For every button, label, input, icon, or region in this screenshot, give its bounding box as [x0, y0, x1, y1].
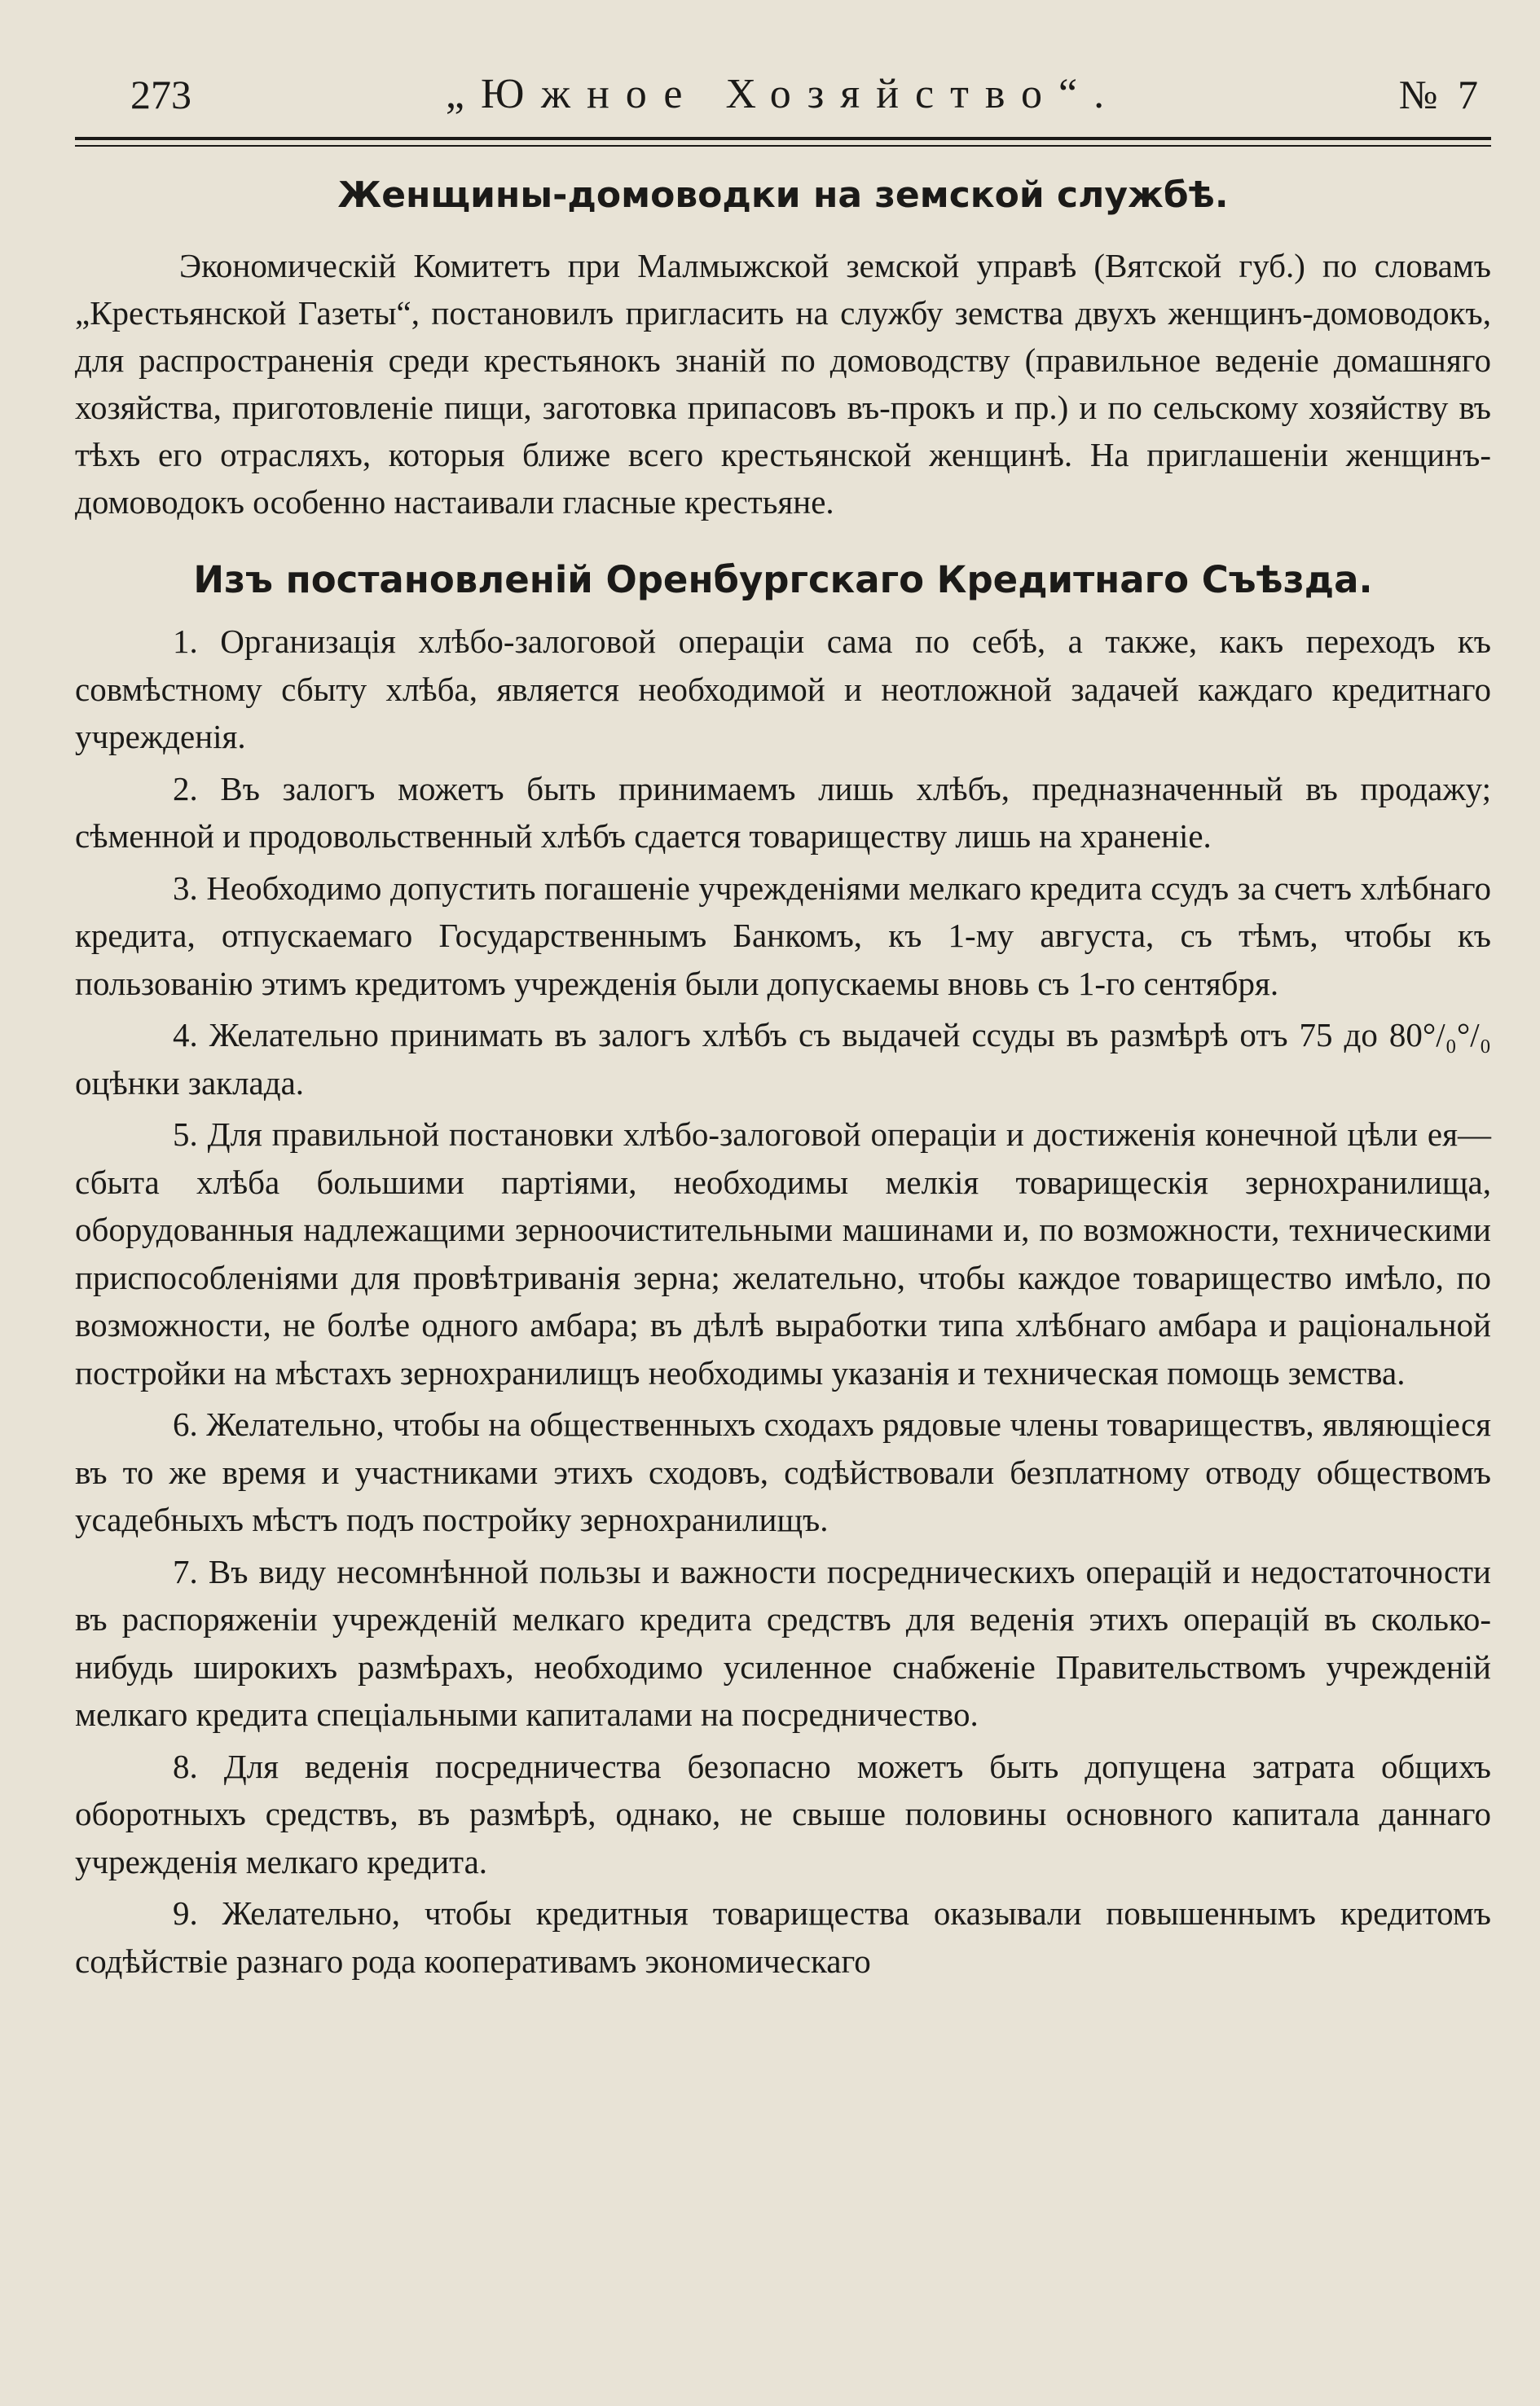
page-number: 273 — [130, 72, 191, 117]
resolution-item-2: 2. Въ залогъ можетъ быть принимаемъ лишь хлѣбъ, предназначенный въ продажу; сѣменной и продовольственный хлѣбъ сдается товариществу лишь на храненіе. — [75, 769, 1491, 855]
resolution-item-3: 3. Необходимо допустить погашеніе учрежденіями мелкаго кредита ссудъ за счетъ хлѣбнаго кредита, отпускаемаго Государственнымъ Банкомъ, къ 1-му августа, съ тѣмъ, чтобы къ пользованію этимъ кредитомъ учрежденія были допускаемы вновь съ 1-го сентября. — [75, 869, 1491, 1002]
resolution-item-4: 4. Желательно принимать въ залогъ хлѣбъ съ выдачей ссуды въ размѣрѣ отъ 75 до 80°/₀°/₀ оцѣнки заклада. — [75, 1016, 1491, 1102]
resolutions-list — [75, 618, 1491, 1985]
article-title-orenburg-congress: Изъ постановленій Оренбургскаго Кредитнаго Съѣзда. — [193, 558, 1373, 601]
article-title-women-housekeepers: Женщины-домоводки на земской службѣ. — [337, 174, 1229, 216]
resolution-item-8: 8. Для веденія посредничества безопасно можетъ быть допущена затрата общихъ оборотныхъ средствъ, въ размѣрѣ, однако, не свыше половины основного капитала даннаго учрежденія мелкаго кредита. — [75, 1747, 1491, 1880]
running-header — [75, 57, 1491, 132]
header-rule-thick — [75, 137, 1491, 140]
header-rule-thin — [75, 145, 1491, 147]
resolution-item-7: 7. Въ виду несомнѣнной пользы и важности посредническихъ операцій и недостаточности въ распоряженіи учрежденій мелкаго кредита средствъ для веденія этихъ операцій въ сколько-нибудь широкихъ размѣрахъ, необходимо усиленное снабженіе Правительствомъ учрежденій мелкаго кредита спеціальными капиталами на посредничество. — [75, 1552, 1491, 1733]
issue-number: № 7 — [1398, 72, 1483, 117]
resolution-item-6: 6. Желательно, чтобы на общественныхъ сходахъ рядовые члены товариществъ, являющіеся въ то же время и участниками этихъ сходовъ, содѣйствовали безплатному отводу обществомъ усадебныхъ мѣстъ подъ постройку зернохранилищъ. — [75, 1405, 1491, 1538]
journal-title: „Южное Хозяйство“. — [445, 71, 1121, 117]
resolution-item-1: 1. Организація хлѣбо-залоговой операціи сама по себѣ, а также, какъ переходъ къ совмѣстному сбыту хлѣба, является необходимой и неотложной задачей каждаго кредитнаго учрежденія. — [75, 622, 1491, 755]
resolution-item-5: 5. Для правильной постановки хлѣбо-залоговой операціи и достиженія конечной цѣли ея—сбыта хлѣба большими партіями, необходимы мелкія товарищескія зернохранилища, оборудованныя надлежащими зерноочистительными машинами и, по возможности, техническими приспособленіями для провѣтриванія зерна; желательно, чтобы каждое товарищество имѣло, по возможности, не болѣе одного амбара; въ дѣлѣ выработки типа хлѣбнаго амбара и раціональной постройки на мѣстахъ зернохранилищъ необходимы указанія и техническая помощь земства. — [75, 1115, 1491, 1392]
article-body-women-housekeepers: Экономическій Комитетъ при Малмыжской земской управѣ (Вятской губ.) по словамъ „Крестьянской Газеты“, постановилъ пригласить на службу земства двухъ женщинъ-домоводокъ, для распространенія среди крестьянокъ знаній по домоводству (правильное веденіе домашняго хозяйства, приготовленіе пищи, заготовка припасовъ въ-прокъ и пр.) и по сельскому хозяйству въ тѣхъ его отрасляхъ, которыя ближе всего крестьянской женщинѣ. На приглашеніи женщинъ-домоводокъ особенно настаивали гласные крестьяне. — [75, 247, 1491, 521]
resolution-item-9: 9. Желательно, чтобы кредитныя товарищества оказывали повышеннымъ кредитомъ содѣйствіе разнаго рода кооперативамъ экономическаго — [75, 1894, 1491, 1980]
